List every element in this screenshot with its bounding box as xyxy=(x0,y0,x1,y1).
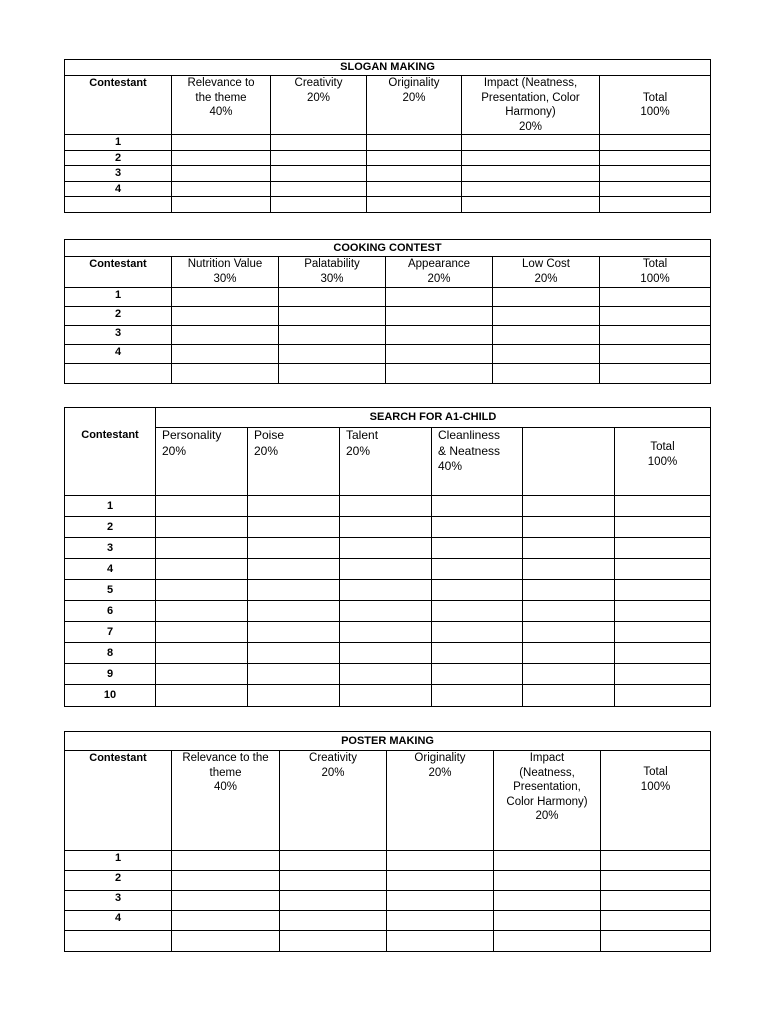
slogan-making-table xyxy=(64,59,711,213)
score-cell[interactable] xyxy=(280,871,387,891)
contestant-number: 2 xyxy=(65,871,172,891)
score-cell[interactable] xyxy=(248,622,340,643)
score-cell[interactable] xyxy=(280,851,387,871)
score-cell[interactable] xyxy=(462,197,600,213)
header-poise: Poise 20% xyxy=(248,428,340,496)
score-cell[interactable] xyxy=(340,538,432,559)
contestant-number: 8 xyxy=(65,643,156,664)
score-cell[interactable] xyxy=(600,135,711,151)
score-cell[interactable] xyxy=(367,166,462,182)
score-cell[interactable] xyxy=(615,643,711,664)
score-cell[interactable] xyxy=(340,601,432,622)
header-creativity: Creativity 20% xyxy=(280,751,387,851)
contestant-number xyxy=(65,364,172,384)
score-cell[interactable] xyxy=(462,166,600,182)
score-cell[interactable] xyxy=(432,496,523,517)
score-cell[interactable] xyxy=(600,326,711,345)
score-cell[interactable] xyxy=(172,871,280,891)
score-cell[interactable] xyxy=(172,326,279,345)
score-cell[interactable] xyxy=(172,931,280,952)
score-cell[interactable] xyxy=(340,559,432,580)
score-cell[interactable] xyxy=(523,538,615,559)
contestant-number: 7 xyxy=(65,622,156,643)
score-cell[interactable] xyxy=(523,685,615,707)
score-cell[interactable] xyxy=(600,150,711,166)
score-cell[interactable] xyxy=(494,851,601,871)
score-cell[interactable] xyxy=(523,580,615,601)
score-cell[interactable] xyxy=(172,288,279,307)
table-title: SLOGAN MAKING xyxy=(65,60,711,76)
score-cell[interactable] xyxy=(523,622,615,643)
contestant-number: 2 xyxy=(65,307,172,326)
score-cell[interactable] xyxy=(271,197,367,213)
header-contestant: Contestant xyxy=(65,428,156,496)
contestant-number: 1 xyxy=(65,288,172,307)
score-cell[interactable] xyxy=(172,150,271,166)
score-cell[interactable] xyxy=(523,517,615,538)
header-creativity: Creativity 20% xyxy=(271,76,367,135)
contestant-number: 10 xyxy=(65,685,156,707)
score-cell[interactable] xyxy=(493,364,600,384)
score-cell[interactable] xyxy=(494,871,601,891)
contestant-number: 5 xyxy=(65,580,156,601)
header-contestant: Contestant xyxy=(65,751,172,851)
score-cell[interactable] xyxy=(279,307,386,326)
header-impact: Impact (Neatness, Presentation, Color Harmony) 20% xyxy=(462,76,600,135)
score-cell[interactable] xyxy=(523,601,615,622)
score-cell[interactable] xyxy=(386,307,493,326)
contestant-number: 4 xyxy=(65,559,156,580)
score-cell[interactable] xyxy=(387,931,494,952)
score-cell[interactable] xyxy=(493,345,600,364)
table-title: SEARCH FOR A1-CHILD xyxy=(156,408,711,428)
score-cell[interactable] xyxy=(601,891,711,911)
score-cell[interactable] xyxy=(340,664,432,685)
score-cell[interactable] xyxy=(156,496,248,517)
score-cell[interactable] xyxy=(615,580,711,601)
contestant-number: 3 xyxy=(65,538,156,559)
score-cell[interactable] xyxy=(248,643,340,664)
score-cell[interactable] xyxy=(615,685,711,707)
score-cell[interactable] xyxy=(432,538,523,559)
score-cell[interactable] xyxy=(432,517,523,538)
score-cell[interactable] xyxy=(280,891,387,911)
blank-corner xyxy=(65,408,156,428)
score-cell[interactable] xyxy=(279,288,386,307)
contestant-number: 2 xyxy=(65,150,172,166)
score-cell[interactable] xyxy=(279,326,386,345)
score-cell[interactable] xyxy=(432,559,523,580)
score-cell[interactable] xyxy=(601,931,711,952)
contestant-number: 3 xyxy=(65,326,172,345)
header-contestant: Contestant xyxy=(65,257,172,288)
header-relevance: Relevance to the theme 40% xyxy=(172,751,280,851)
score-cell[interactable] xyxy=(248,517,340,538)
contestant-number: 1 xyxy=(65,135,172,151)
score-cell[interactable] xyxy=(387,911,494,931)
score-cell[interactable] xyxy=(432,622,523,643)
header-blank xyxy=(523,428,615,496)
score-cell[interactable] xyxy=(340,580,432,601)
score-cell[interactable] xyxy=(615,601,711,622)
score-cell[interactable] xyxy=(600,307,711,326)
header-total: Total 100% xyxy=(600,76,711,135)
score-cell[interactable] xyxy=(523,643,615,664)
score-cell[interactable] xyxy=(600,345,711,364)
score-cell[interactable] xyxy=(248,538,340,559)
header-total: Total 100% xyxy=(601,751,711,851)
contestant-number: 1 xyxy=(65,851,172,871)
score-cell[interactable] xyxy=(271,135,367,151)
score-cell[interactable] xyxy=(248,580,340,601)
score-cell[interactable] xyxy=(523,664,615,685)
score-cell[interactable] xyxy=(248,685,340,707)
score-cell[interactable] xyxy=(600,364,711,384)
header-low-cost: Low Cost 20% xyxy=(493,257,600,288)
header-relevance: Relevance to the theme 40% xyxy=(172,76,271,135)
poster-making-table xyxy=(64,731,711,952)
score-cell[interactable] xyxy=(432,601,523,622)
score-cell[interactable] xyxy=(172,891,280,911)
contestant-number xyxy=(65,931,172,952)
score-cell[interactable] xyxy=(340,685,432,707)
score-cell[interactable] xyxy=(615,517,711,538)
score-cell[interactable] xyxy=(367,150,462,166)
score-cell[interactable] xyxy=(172,181,271,197)
score-cell[interactable] xyxy=(156,517,248,538)
header-personality: Personality 20% xyxy=(156,428,248,496)
score-cell[interactable] xyxy=(172,135,271,151)
score-cell[interactable] xyxy=(248,496,340,517)
score-cell[interactable] xyxy=(432,685,523,707)
score-cell[interactable] xyxy=(601,871,711,891)
search-for-a1-child-table xyxy=(64,407,711,707)
score-cell[interactable] xyxy=(156,580,248,601)
contestant-number: 3 xyxy=(65,891,172,911)
score-cell[interactable] xyxy=(615,622,711,643)
cooking-contest-table xyxy=(64,239,711,384)
score-cell[interactable] xyxy=(271,150,367,166)
score-cell[interactable] xyxy=(172,345,279,364)
header-palatability: Palatability 30% xyxy=(279,257,386,288)
score-cell[interactable] xyxy=(367,181,462,197)
score-cell[interactable] xyxy=(172,166,271,182)
header-impact: Impact (Neatness, Presentation, Color Harmony) 20% xyxy=(494,751,601,851)
contestant-number: 2 xyxy=(65,517,156,538)
score-cell[interactable] xyxy=(156,559,248,580)
score-cell[interactable] xyxy=(600,288,711,307)
contestant-number: 3 xyxy=(65,166,172,182)
score-cell[interactable] xyxy=(248,601,340,622)
score-cell[interactable] xyxy=(340,622,432,643)
score-cell[interactable] xyxy=(340,496,432,517)
score-cell[interactable] xyxy=(523,559,615,580)
table-title: COOKING CONTEST xyxy=(65,240,711,257)
contestant-number: 4 xyxy=(65,181,172,197)
score-cell[interactable] xyxy=(493,326,600,345)
score-cell[interactable] xyxy=(462,181,600,197)
score-cell[interactable] xyxy=(386,364,493,384)
header-total: Total 100% xyxy=(615,428,711,496)
score-cell[interactable] xyxy=(493,307,600,326)
score-cell[interactable] xyxy=(340,517,432,538)
score-cell[interactable] xyxy=(615,496,711,517)
score-cell[interactable] xyxy=(432,580,523,601)
score-cell[interactable] xyxy=(387,851,494,871)
header-appearance: Appearance 20% xyxy=(386,257,493,288)
score-cell[interactable] xyxy=(523,496,615,517)
score-cell[interactable] xyxy=(279,364,386,384)
table-title: POSTER MAKING xyxy=(65,732,711,751)
score-cell[interactable] xyxy=(280,911,387,931)
score-cell[interactable] xyxy=(172,307,279,326)
score-cell[interactable] xyxy=(387,871,494,891)
contestant-number xyxy=(65,197,172,213)
score-cell[interactable] xyxy=(386,288,493,307)
score-cell[interactable] xyxy=(494,931,601,952)
score-cell[interactable] xyxy=(387,891,494,911)
contestant-number: 9 xyxy=(65,664,156,685)
score-cell[interactable] xyxy=(601,911,711,931)
score-cell[interactable] xyxy=(156,538,248,559)
score-cell[interactable] xyxy=(615,538,711,559)
contestant-number: 6 xyxy=(65,601,156,622)
score-cell[interactable] xyxy=(172,364,279,384)
score-cell[interactable] xyxy=(600,166,711,182)
header-total: Total 100% xyxy=(600,257,711,288)
score-cell[interactable] xyxy=(156,664,248,685)
score-cell[interactable] xyxy=(494,911,601,931)
score-cell[interactable] xyxy=(248,559,340,580)
score-cell[interactable] xyxy=(172,197,271,213)
score-cell[interactable] xyxy=(615,559,711,580)
header-originality: Originality 20% xyxy=(387,751,494,851)
score-cell[interactable] xyxy=(494,891,601,911)
score-cell[interactable] xyxy=(615,664,711,685)
score-cell[interactable] xyxy=(156,643,248,664)
score-cell[interactable] xyxy=(462,150,600,166)
score-cell[interactable] xyxy=(156,685,248,707)
score-cell[interactable] xyxy=(172,851,280,871)
score-cell[interactable] xyxy=(367,197,462,213)
score-cell[interactable] xyxy=(279,345,386,364)
score-cell[interactable] xyxy=(432,643,523,664)
contestant-number: 4 xyxy=(65,345,172,364)
score-cell[interactable] xyxy=(600,181,711,197)
score-cell[interactable] xyxy=(156,601,248,622)
header-contestant: Contestant xyxy=(65,76,172,135)
score-cell[interactable] xyxy=(271,181,367,197)
score-cell[interactable] xyxy=(386,345,493,364)
header-talent: Talent 20% xyxy=(340,428,432,496)
score-cell[interactable] xyxy=(248,664,340,685)
score-cell[interactable] xyxy=(493,288,600,307)
contestant-number: 4 xyxy=(65,911,172,931)
header-nutrition-value: Nutrition Value 30% xyxy=(172,257,279,288)
score-cell[interactable] xyxy=(367,135,462,151)
score-cell[interactable] xyxy=(600,197,711,213)
score-cell[interactable] xyxy=(601,851,711,871)
score-cell[interactable] xyxy=(462,135,600,151)
score-cell[interactable] xyxy=(432,664,523,685)
header-cleanliness-neatness: Cleanliness & Neatness 40% xyxy=(432,428,523,496)
header-originality: Originality 20% xyxy=(367,76,462,135)
score-cell[interactable] xyxy=(156,622,248,643)
score-cell[interactable] xyxy=(271,166,367,182)
score-cell[interactable] xyxy=(340,643,432,664)
score-cell[interactable] xyxy=(386,326,493,345)
score-cell[interactable] xyxy=(172,911,280,931)
contestant-number: 1 xyxy=(65,496,156,517)
score-cell[interactable] xyxy=(280,931,387,952)
